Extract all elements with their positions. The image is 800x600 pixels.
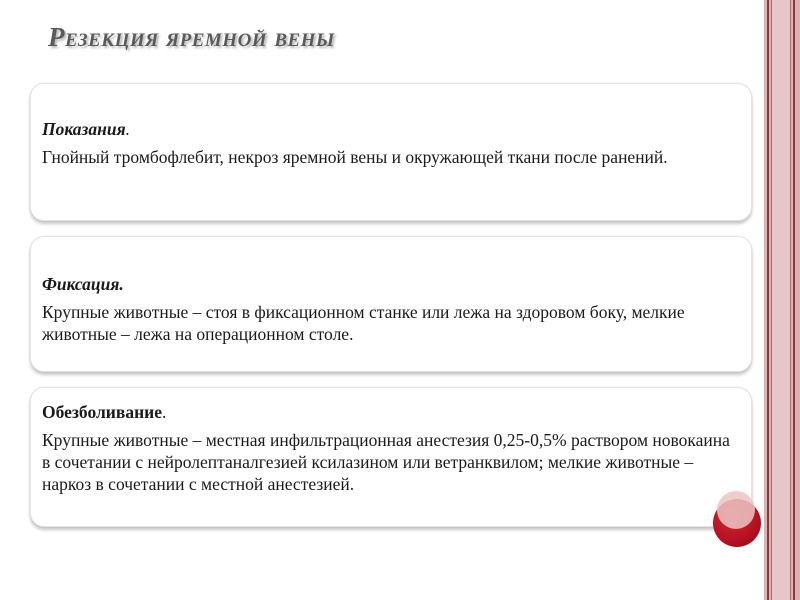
slide-right-border <box>764 0 800 600</box>
section-heading-text: Показания <box>42 119 126 139</box>
section-body: Крупные животные – местная инфильтрационная анестезия 0,25-0,5% раствором новокаина в сочетании с нейролептаналгезией ксилазином или ветранквилом; мелкие животные –наркоз в сочетании с местной анестезией. <box>42 430 730 494</box>
decorative-pink-circle <box>717 491 755 529</box>
section-body: Гнойный тромбофлебит, некроз яремной вены и окружающей ткани после ранений. <box>42 147 668 167</box>
section-body: Крупные животные – стоя в фиксационном станке или лежа на здоровом боку, мелкие животные – лежа на операционном столе. <box>42 302 685 344</box>
section-heading <box>42 118 741 140</box>
slide-title-text: Резекция яремной вены <box>48 22 335 52</box>
section-heading-text: Фиксация. <box>42 274 124 294</box>
section-card-anesthesia <box>30 387 752 527</box>
section-heading-punct: . <box>162 402 167 422</box>
border-inner-fill <box>772 0 790 600</box>
section-card-indications <box>30 83 752 221</box>
border-stripe <box>771 0 772 600</box>
section-card-fixation <box>30 236 752 372</box>
section-heading-punct: . <box>125 119 130 139</box>
section-heading-text: Обезболивание <box>42 402 163 422</box>
border-stripe <box>790 0 791 600</box>
section-heading <box>42 273 741 295</box>
border-stripe <box>793 0 795 600</box>
section-heading <box>42 401 741 423</box>
border-stripe <box>767 0 769 600</box>
slide-title <box>48 22 335 53</box>
